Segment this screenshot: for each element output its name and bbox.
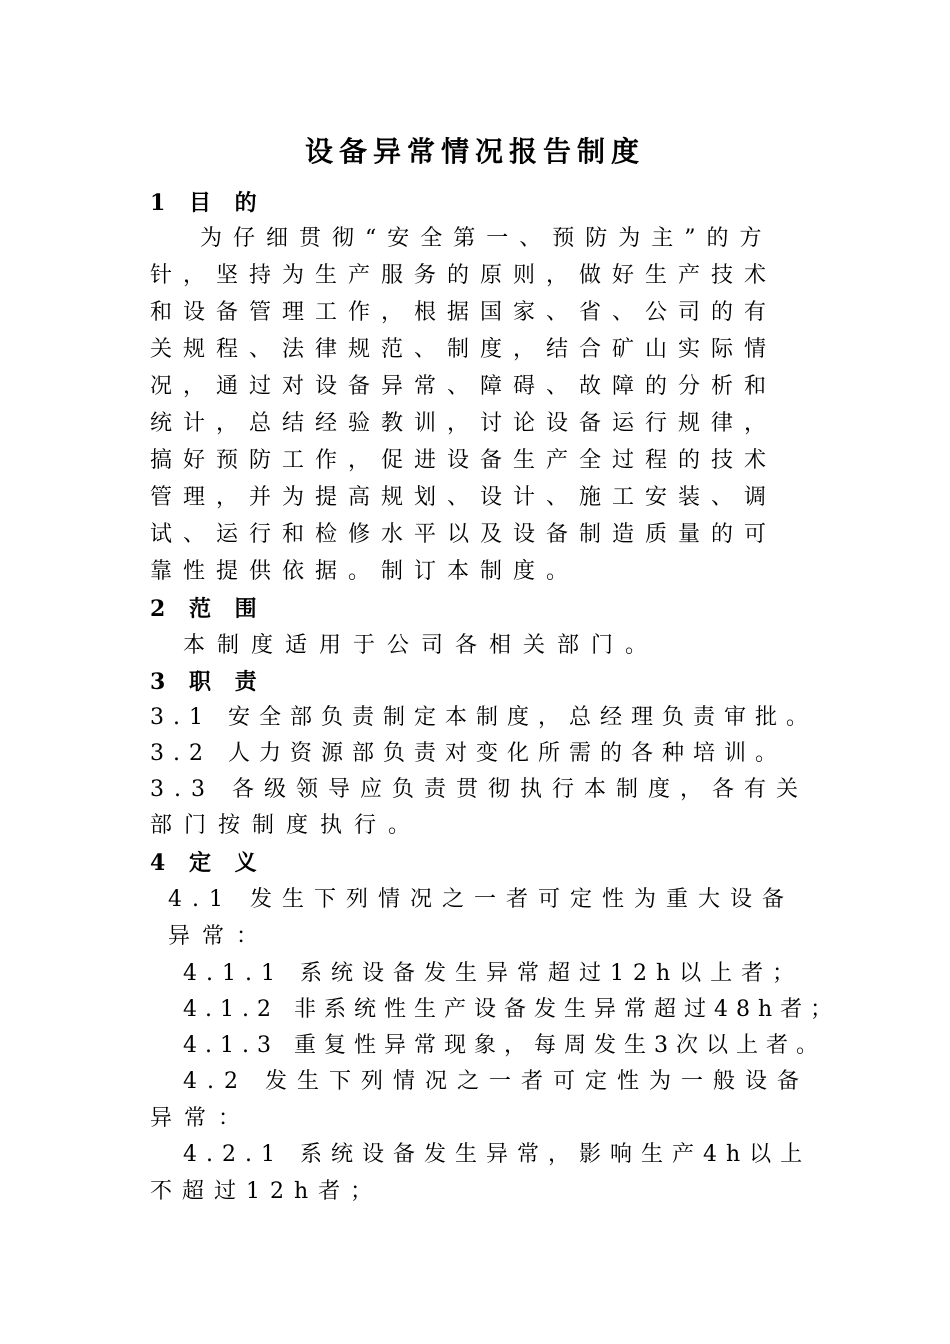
- body-line: 况，通过对设备异常、障碍、故障的分析和: [150, 374, 778, 399]
- section-heading-4: 4 定 义: [150, 850, 265, 876]
- body-line: 为仔细贯彻“安全第一、预防为主”的方: [200, 226, 773, 251]
- body-line: 4.2 发生下列情况之一者可定性为一般设备: [183, 1069, 809, 1094]
- body-line: 3.2 人力资源部负责对变化所需的各种培训。: [150, 741, 786, 766]
- section-heading-2: 2 范 围: [150, 596, 265, 622]
- body-line: 管理，并为提高规划、设计、施工安装、调: [150, 485, 778, 510]
- document-title: 设备异常情况报告制度: [304, 135, 645, 168]
- body-line: 靠性提供依据。制订本制度。: [150, 559, 580, 584]
- body-line: 4.1.1 系统设备发生异常超过12h以上者；: [183, 961, 804, 986]
- body-line: 3.1 安全部负责制定本制度，总经理负责审批。: [150, 705, 817, 730]
- body-line: 统计，总结经验教训，讨论设备运行规律，: [150, 411, 778, 436]
- body-line: 异常：: [150, 1106, 253, 1131]
- body-line: 4.1.3 重复性异常现象，每周发生3次以上者。: [183, 1033, 826, 1058]
- body-line: 不超过12h者；: [150, 1179, 383, 1204]
- body-line: 本制度适用于公司各相关部门。: [183, 633, 660, 658]
- body-line: 3.3 各级领导应负责贯彻执行本制度，各有关: [150, 777, 808, 802]
- body-line: 针，坚持为生产服务的原则，做好生产技术: [150, 263, 778, 288]
- body-line: 搞好预防工作，促进设备生产全过程的技术: [150, 448, 778, 473]
- body-line: 4.2.1 系统设备发生异常，影响生产4h以上: [183, 1142, 812, 1167]
- body-line: 部门按制度执行。: [150, 813, 423, 838]
- section-heading-3: 3 职 责: [150, 669, 265, 695]
- body-line: 4.1 发生下列情况之一者可定性为重大设备: [168, 887, 794, 912]
- section-heading-1: 1 目 的: [150, 190, 265, 216]
- body-line: 试、运行和检修水平以及设备制造质量的可: [150, 522, 778, 547]
- body-line: 关规程、法律规范、制度，结合矿山实际情: [150, 337, 778, 362]
- body-line: 异常：: [168, 924, 271, 949]
- body-line: 和设备管理工作，根据国家、省、公司的有: [150, 300, 778, 325]
- body-line: 4.1.2 非系统性生产设备发生异常超过48h者；: [183, 997, 841, 1022]
